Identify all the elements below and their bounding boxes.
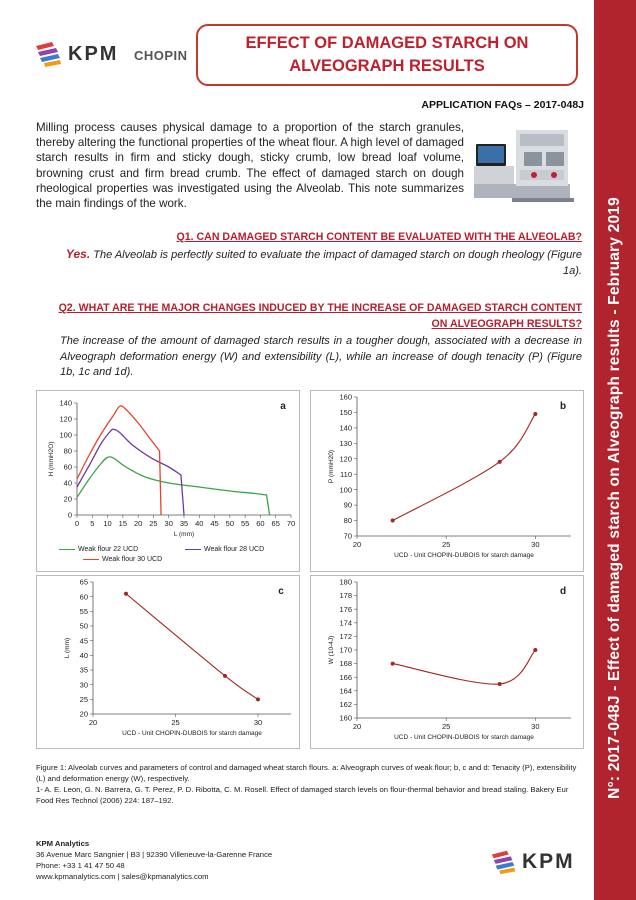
side-band — [594, 0, 636, 900]
x-tick-label: 65 — [271, 519, 280, 528]
y-tick-label: 174 — [339, 618, 352, 628]
y-tick-label: 35 — [79, 665, 88, 675]
footer-address: 36 Avenue Marc Sangnier | B3 | 92390 Villeneuve-la-Garenne France — [36, 850, 273, 859]
y-axis-label: P (mmH20) — [328, 449, 335, 484]
q2-answer: The increase of the amount of damaged starch results in a tougher dough, associated with a decrease in Alveograph deformation energy (W) and extensibility (L), while an increase of dough tenacity (P) (Figure 1b, 1c and 1d). — [60, 335, 582, 378]
series-line — [126, 594, 258, 700]
y-tick-label: 172 — [339, 632, 352, 641]
caption-reference: 1- A. E. Leon, G. N. Barrera, G. T. Perez, P. D. Ribotta, C. M. Rosell. Effect of damaged starch levels on flour-thermal behavior and bread staling. Bakery Eur Food Res Technol (2006) 224: 187–192. — [36, 785, 569, 805]
title-box — [196, 24, 578, 86]
x-tick-label: 10 — [103, 519, 112, 528]
caption-figure: Figure 1: Alveolab curves and parameters of control and damaged wheat starch flours. a: Alveograph curves of weak flour; b, c and d: Tenacity (P), extensibility (L) and deformation energy (W), respectively. — [36, 763, 577, 783]
q1-answer-text: The Alveolab is perfectly suited to evaluate the impact of damaged starch on dough rheology (Figure 1a). — [93, 249, 582, 277]
y-tick-label: 150 — [339, 408, 352, 418]
series-line — [393, 650, 536, 684]
chart-a — [36, 390, 300, 572]
y-tick-label: 60 — [79, 592, 88, 602]
y-tick-label: 140 — [339, 423, 352, 433]
x-axis-label: UCD - Unit CHOPIN-DUBOIS for starch damage — [122, 730, 262, 737]
y-tick-label: 130 — [339, 438, 352, 448]
x-tick-label: 30 — [531, 540, 540, 549]
figure-caption — [36, 762, 584, 806]
y-axis-label: W (10-4J) — [328, 635, 335, 665]
footer-kpm-logo — [490, 848, 586, 878]
y-tick-label: 80 — [343, 516, 352, 526]
kpm-chopin-logo — [34, 40, 194, 68]
kpm-wordmark: KPM — [68, 43, 119, 65]
y-tick-label: 55 — [79, 606, 88, 616]
panel-letter: c — [278, 586, 284, 597]
y-tick-label: 20 — [63, 494, 72, 504]
x-tick-label: 25 — [441, 540, 451, 549]
chart-c — [36, 575, 300, 749]
footer-contact — [36, 838, 336, 882]
x-tick-label: 35 — [179, 519, 189, 528]
panel-letter: d — [559, 586, 567, 597]
y-tick-label: 70 — [343, 531, 352, 541]
x-axis-label: UCD - Unit CHOPIN-DUBOIS for starch damage — [394, 552, 534, 559]
y-tick-label: 30 — [79, 680, 88, 690]
data-point — [391, 519, 395, 523]
data-point — [391, 662, 395, 666]
x-tick-label: 25 — [171, 718, 180, 727]
y-tick-label: 40 — [63, 478, 72, 488]
q2-question: Q2. WHAT ARE THE MAJOR CHANGES INDUCED BY THE INCREASE OF DAMAGED STARCH CONTENT ON ALVEOGRAPH RESULTS? — [58, 302, 582, 330]
footer-web[interactable]: www.kpmanalytics.com | sales@kpmanalytics.com — [36, 872, 209, 881]
footer-company: KPM Analytics — [36, 839, 90, 848]
x-tick-label: 15 — [118, 519, 128, 528]
y-tick-label: 120 — [339, 454, 352, 464]
data-point — [533, 412, 537, 416]
y-tick-label: 180 — [339, 577, 352, 587]
x-tick-label: 45 — [210, 519, 219, 528]
y-tick-label: 140 — [59, 398, 72, 408]
x-tick-label: 20 — [133, 519, 143, 528]
y-tick-label: 65 — [79, 577, 88, 587]
chart-b-svg — [311, 391, 585, 573]
faq-label: APPLICATION FAQs – 2017-048J — [421, 99, 584, 111]
y-tick-label: 40 — [79, 650, 88, 660]
x-tick-label: 25 — [441, 722, 451, 731]
x-tick-label: 20 — [352, 540, 362, 549]
page-title: EFFECT OF DAMAGED STARCH ON ALVEOGRAPH RESULTS — [245, 34, 529, 75]
x-tick-label: 0 — [74, 519, 80, 528]
y-tick-label: 170 — [339, 645, 352, 655]
x-tick-label: 60 — [256, 519, 265, 528]
legend-item-30: Weak flour 30 UCD — [83, 556, 162, 563]
data-point — [124, 592, 128, 596]
y-tick-label: 168 — [339, 659, 352, 669]
panel-letter: b — [559, 401, 567, 412]
x-tick-label: 55 — [240, 519, 250, 528]
y-tick-label: 120 — [59, 414, 72, 424]
y-tick-label: 160 — [339, 392, 352, 402]
q1-answer — [50, 247, 582, 279]
y-tick-label: 20 — [79, 709, 88, 719]
x-tick-label: 50 — [225, 519, 235, 528]
alveolab-instrument-image — [472, 124, 584, 208]
data-point — [256, 697, 260, 701]
data-point — [498, 460, 502, 464]
y-tick-label: 160 — [339, 713, 352, 723]
side-title: N°: 2017-048J - Effect of damaged starch on Alveograph results - February 2019 — [606, 197, 623, 799]
data-point — [498, 682, 502, 686]
y-tick-label: 100 — [339, 485, 352, 495]
y-tick-label: 45 — [79, 636, 88, 646]
kpm-logo-icon — [490, 848, 520, 876]
y-tick-label: 50 — [79, 621, 88, 631]
series-line-2 — [77, 406, 161, 515]
chopin-wordmark: CHOPIN — [134, 48, 188, 63]
y-tick-label: 166 — [339, 672, 352, 682]
kpm-logo-icon — [34, 40, 66, 68]
x-tick-label: 40 — [195, 519, 204, 528]
x-tick-label: 30 — [531, 722, 540, 731]
legend-item-28: Weak flour 28 UCD — [185, 546, 264, 553]
x-axis-label: UCD - Unit CHOPIN-DUBOIS for starch damage — [394, 734, 534, 741]
footer-phone: Phone: +33 1 41 47 50 48 — [36, 861, 125, 870]
y-tick-label: 100 — [59, 430, 72, 440]
series-line-0 — [77, 457, 270, 515]
series-line — [393, 414, 536, 521]
chart-c-svg — [37, 576, 301, 750]
panel-letter: a — [280, 401, 286, 412]
kpm-wordmark-footer: KPM — [522, 850, 575, 873]
y-axis-label: L (mm) — [64, 637, 71, 659]
y-axis-label: H (mmH2O) — [48, 441, 55, 477]
y-tick-label: 25 — [79, 694, 88, 704]
x-tick-label: 5 — [90, 519, 95, 528]
intro-paragraph: Milling process causes physical damage to a proportion of the starch granules, thereby altering the functional properties of the wheat flour. A high level of damaged starch results in firm and sticky dough, sticky crumb, low bread loaf volume, browning crust and firm bread crumb. The effect of damaged starch on dough rheological properties was investigated using the Alveolab. This note summarizes the main findings of the work. — [36, 121, 464, 211]
x-axis-label: L (mm) — [173, 531, 195, 538]
series-line-1 — [77, 429, 184, 515]
q1-yes: Yes. — [65, 247, 91, 261]
x-tick-label: 70 — [286, 519, 296, 528]
chart-d-svg — [311, 576, 585, 750]
y-tick-label: 80 — [63, 446, 72, 456]
x-tick-label: 20 — [352, 722, 362, 731]
y-tick-label: 60 — [63, 462, 72, 472]
legend-item-22: Weak flour 22 UCD — [59, 546, 138, 553]
chart-b — [310, 390, 584, 572]
q1-question: Q1. CAN DAMAGED STARCH CONTENT BE EVALUATED WITH THE ALVEOLAB? — [176, 231, 582, 243]
y-tick-label: 162 — [339, 700, 352, 709]
x-tick-label: 30 — [253, 718, 263, 727]
chart-d — [310, 575, 584, 749]
y-tick-label: 176 — [339, 604, 352, 614]
x-tick-label: 20 — [88, 718, 98, 727]
y-tick-label: 110 — [340, 469, 352, 479]
y-tick-label: 0 — [67, 510, 72, 520]
x-tick-label: 25 — [149, 519, 158, 528]
y-tick-label: 178 — [339, 591, 352, 601]
y-tick-label: 164 — [339, 686, 352, 696]
data-point — [533, 648, 537, 652]
y-tick-label: 90 — [343, 500, 352, 510]
x-tick-label: 30 — [164, 519, 173, 528]
data-point — [223, 674, 227, 678]
